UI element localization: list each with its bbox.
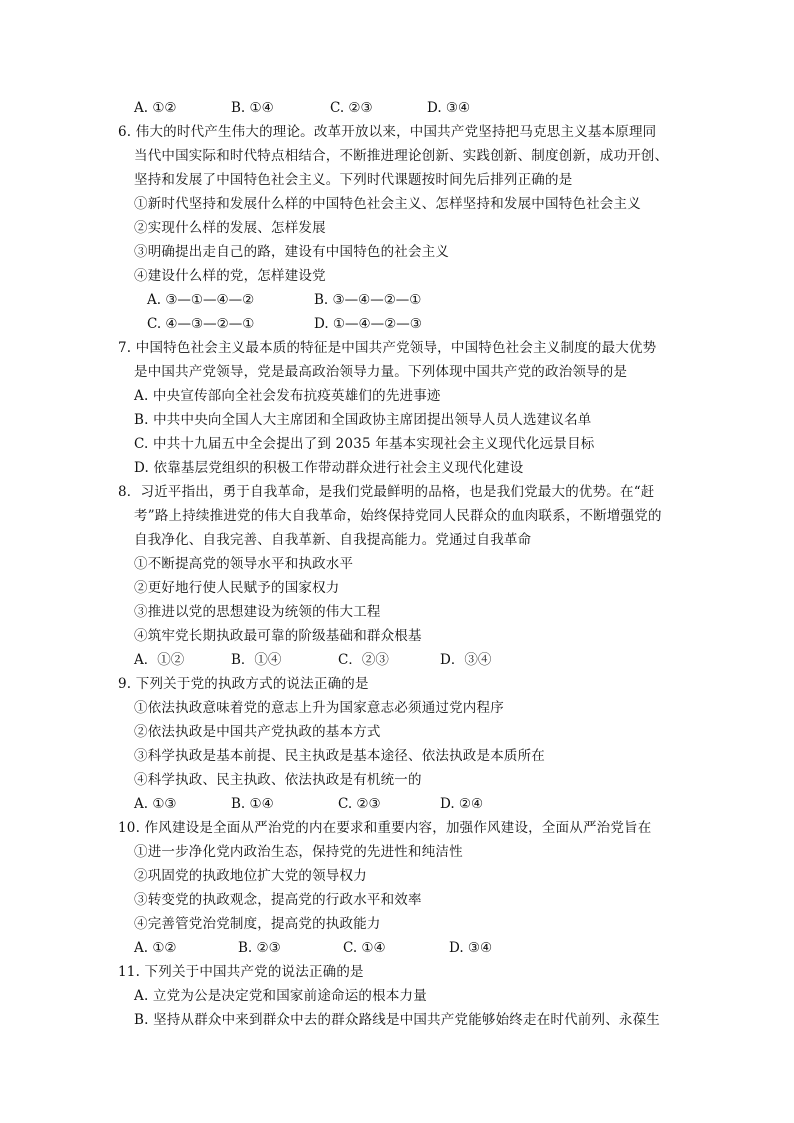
- q6-item-3: ③明确提出走自己的路，建设有中国特色的社会主义: [134, 244, 450, 260]
- q8-option-a: A．①②: [134, 652, 185, 668]
- q7-stem-line-2: 是中国共产党领导，党是最高政治领导力量。下列体现中国共产党的政治领导的是: [134, 364, 628, 380]
- q9-item-3: ③科学执政是基本前提、民主执政是基本途径、依法执政是本质所在: [134, 748, 545, 764]
- q9-item-1: ①依法执政意味着党的意志上升为国家意志必须通过党内程序: [134, 700, 504, 716]
- q10-option-c: C. ①④: [343, 940, 386, 956]
- q9-stem-line-1: 9. 下列关于党的执政方式的说法正确的是: [118, 676, 369, 692]
- q10-option-a: A. ①②: [134, 940, 177, 956]
- q9-option-c: C. ②③: [338, 796, 381, 812]
- q6-item-1: ①新时代坚持和发展什么样的中国特色社会主义、怎样坚持和发展中国特色社会主义: [134, 196, 641, 212]
- q9-item-4: ④科学执政、民主执政、依法执政是有机统一的: [134, 772, 422, 788]
- q6-option-a: A. ③—①—④—②: [147, 292, 255, 308]
- q5-option-c: C. ②③: [330, 100, 373, 116]
- q9-option-a: A. ①③: [134, 796, 177, 812]
- q11-stem-line-1: 11. 下列关于中国共产党的说法正确的是: [118, 964, 364, 980]
- q6-stem-line-1: 6. 伟大的时代产生伟大的理论。改革开放以来，中国共产党坚持把马克思主义基本原理同: [118, 124, 657, 140]
- q6-stem-line-3: 坚持和发展了中国特色社会主义。下列时代课题按时间先后排列正确的是: [134, 172, 573, 188]
- q8-item-3: ③推进以党的思想建设为统领的伟大工程: [134, 604, 381, 620]
- q8-stem-line-1: 8．习近平指出，勇于自我革命，是我们党最鲜明的品格，也是我们党最大的优势。在“赶: [118, 484, 655, 500]
- q10-option-b: B. ②③: [238, 940, 281, 956]
- q10-item-3: ③转变党的执政观念，提高党的行政水平和效率: [134, 892, 422, 908]
- q8-stem-line-2: 考”路上持续推进党的伟大自我革命，始终保持党同人民群众的血肉联系，不断增强党的: [134, 508, 662, 524]
- q7-option-c: C. 中共十九届五中全会提出了到 2035 年基本实现社会主义现代化远景目标: [134, 436, 595, 452]
- q10-option-d: D. ③④: [449, 940, 493, 956]
- q5-option-d: D. ③④: [427, 100, 471, 116]
- q9-option-d: D. ②④: [440, 796, 484, 812]
- q10-item-1: ①进一步净化党内政治生态，保持党的先进性和纯洁性: [134, 844, 463, 860]
- q9-item-2: ②依法执政是中国共产党执政的基本方式: [134, 724, 381, 740]
- q8-option-c: C．②③: [338, 652, 389, 668]
- q9-option-b: B. ①④: [231, 796, 274, 812]
- q6-item-4: ④建设什么样的党，怎样建设党: [134, 268, 326, 284]
- q10-stem-line-1: 10. 作风建设是全面从严治党的内在要求和重要内容，加强作风建设，全面从严治党旨在: [118, 820, 652, 836]
- q8-item-1: ①不断提高党的领导水平和执政水平: [134, 556, 354, 572]
- q8-option-d: D．③④: [440, 652, 492, 668]
- q7-option-a: A. 中央宣传部向全社会发布抗疫英雄们的先进事迹: [134, 388, 441, 404]
- q6-stem-line-2: 当代中国实际和时代特点相结合，不断推进理论创新、实践创新、制度创新，成功开创、: [134, 148, 669, 164]
- q5-option-b: B. ①④: [231, 100, 274, 116]
- q10-item-4: ④完善管党治党制度，提高党的执政能力: [134, 916, 381, 932]
- q6-option-d: D. ①—④—②—③: [314, 316, 422, 332]
- q5-option-a: A. ①②: [134, 100, 177, 116]
- q6-item-2: ②实现什么样的发展、怎样发展: [134, 220, 326, 236]
- q8-stem-line-3: 自我净化、自我完善、自我革新、自我提高能力。党通过自我革命: [134, 532, 532, 548]
- q6-option-b: B. ③—④—②—①: [314, 292, 422, 308]
- q10-item-2: ②巩固党的执政地位扩大党的领导权力: [134, 868, 367, 884]
- q7-option-b: B. 中共中央向全国人大主席团和全国政协主席团提出领导人员人选建议名单: [134, 412, 592, 428]
- q6-option-c: C. ④—③—②—①: [147, 316, 255, 332]
- q8-option-b: B．①④: [231, 652, 282, 668]
- q8-item-2: ②更好地行使人民赋予的国家权力: [134, 580, 340, 596]
- q11-option-a: A. 立党为公是决定党和国家前途命运的根本力量: [134, 988, 427, 1004]
- q11-option-b: B. 坚持从群众中来到群众中去的群众路线是中国共产党能够始终走在时代前列、永葆生: [134, 1012, 661, 1028]
- q7-stem-line-1: 7. 中国特色社会主义最本质的特征是中国共产党领导，中国特色社会主义制度的最大优势: [118, 340, 657, 356]
- q8-item-4: ④筑牢党长期执政最可靠的阶级基础和群众根基: [134, 628, 422, 644]
- q7-option-d: D. 依靠基层党组织的积极工作带动群众进行社会主义现代化建设: [134, 460, 524, 476]
